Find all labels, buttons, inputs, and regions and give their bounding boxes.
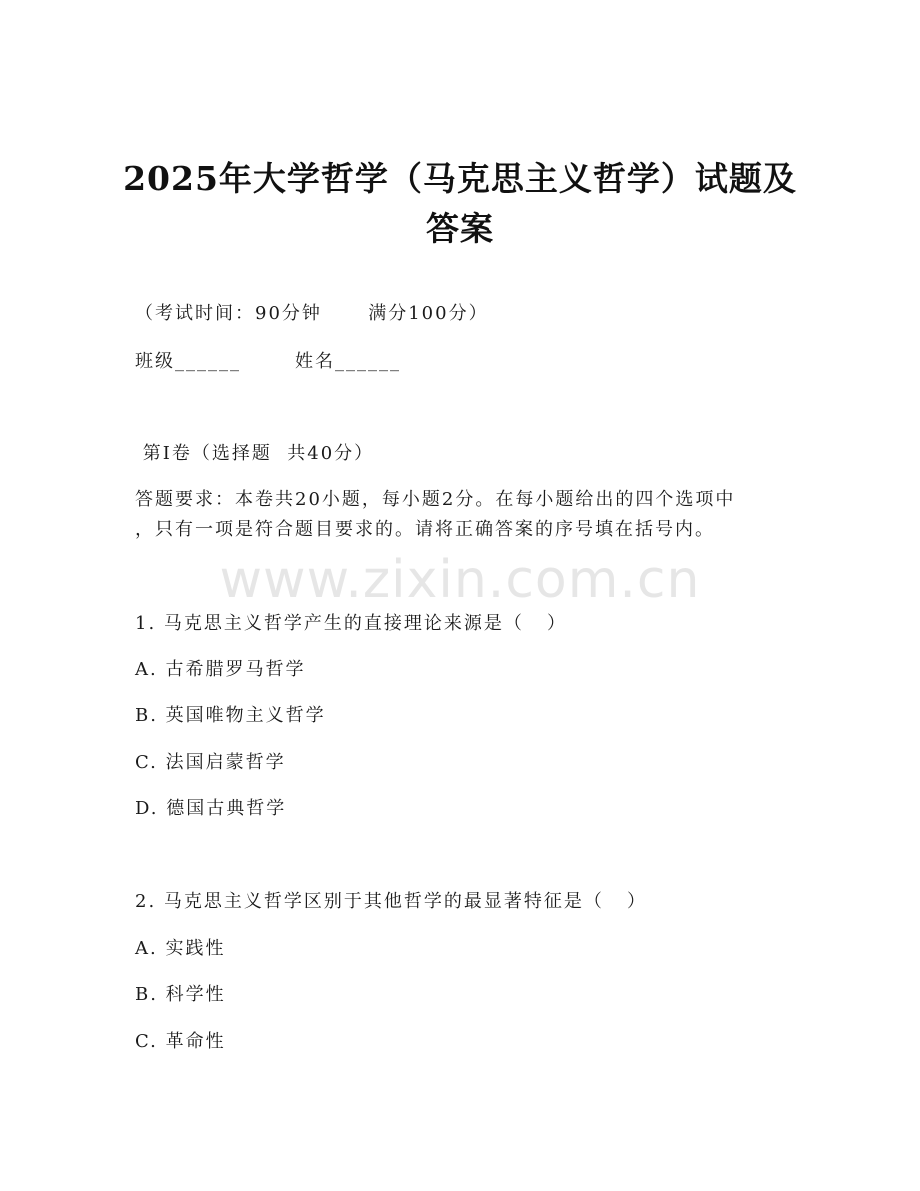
question-1-option-d: D. 德国古典哲学: [135, 798, 287, 819]
question-1-stem: 1. 马克思主义哲学产生的直接理论来源是（ ）: [135, 613, 568, 634]
question-1-option-c: C. 法国启蒙哲学: [135, 752, 286, 773]
watermark: www.zixin.com.cn: [219, 550, 701, 610]
exam-info: （考试时间：90分钟 满分100分）: [135, 303, 489, 324]
question-2-option-a: A. 实践性: [135, 938, 226, 959]
question-1-option-b: B. 英国唯物主义哲学: [135, 705, 326, 726]
document-title-line1: 2025年大学哲学（马克思主义哲学）试题及: [123, 159, 797, 198]
instructions-line2: ，只有一项是符合题目要求的。请将正确答案的序号填在括号内。: [135, 519, 715, 540]
class-name-fields: 班级______ 姓名______: [135, 351, 402, 372]
document-title-line2: 答案: [426, 209, 494, 248]
question-2-option-b: B. 科学性: [135, 984, 226, 1005]
question-2-option-c: C. 革命性: [135, 1031, 226, 1052]
section-heading: 第Ⅰ卷（选择题 共40分）: [135, 443, 375, 464]
question-2-stem: 2. 马克思主义哲学区别于其他哲学的最显著特征是（ ）: [135, 891, 648, 912]
question-1-option-a: A. 古希腊罗马哲学: [135, 659, 306, 680]
instructions-line1: 答题要求：本卷共20小题，每小题2分。在每小题给出的四个选项中: [135, 489, 736, 510]
